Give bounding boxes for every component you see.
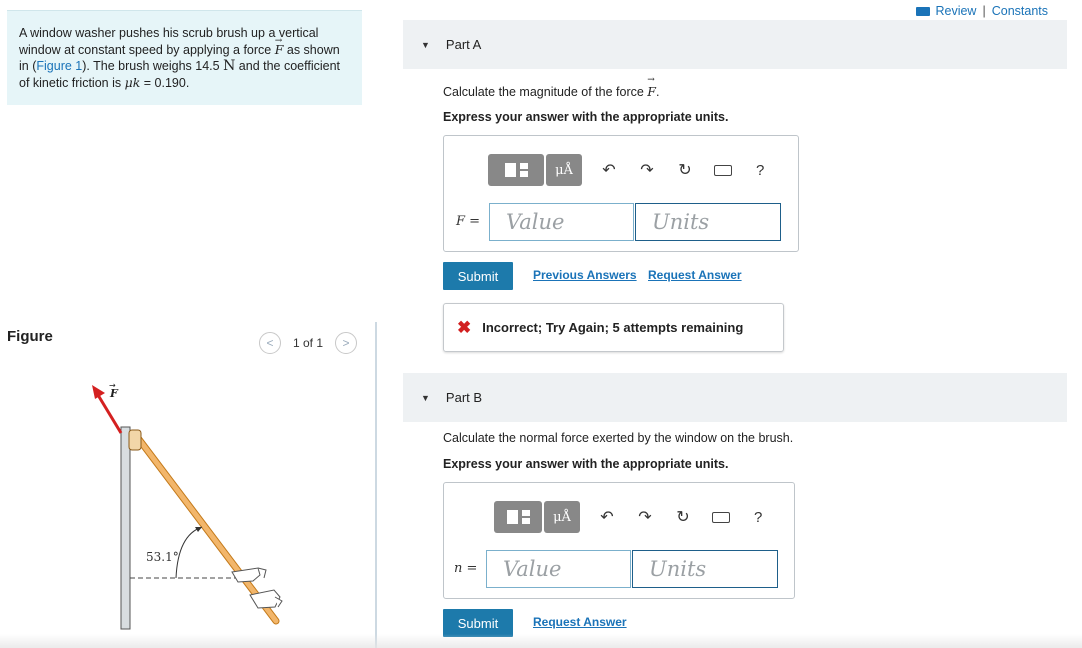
figure-pager [259, 332, 357, 354]
next-figure-button[interactable] [335, 332, 357, 354]
part-b-value-input[interactable]: Value [486, 550, 631, 588]
part-b-instruction: Express your answer with the appropriate units. [443, 457, 729, 471]
part-a-value-input[interactable]: Value [489, 203, 634, 241]
bottom-scroll-fade [0, 634, 1082, 648]
column-divider [375, 322, 377, 648]
template-square-icon [507, 510, 518, 524]
part-b-variable-label: n = [454, 561, 478, 576]
force-arrow [98, 395, 121, 433]
book-icon [916, 7, 930, 16]
force-symbol: → F [275, 42, 284, 57]
problem-statement [7, 10, 362, 105]
window-washer-figure [70, 375, 300, 635]
part-b-submit-button[interactable]: Submit [443, 609, 513, 637]
part-a-header[interactable] [403, 20, 1067, 69]
chevron-left-icon: < [266, 336, 274, 350]
angle-arc [176, 527, 202, 578]
units-symbol-button[interactable]: μÅ [546, 154, 582, 186]
part-a-submit-button[interactable]: Submit [443, 262, 513, 290]
part-a-title: Part A [445, 37, 482, 52]
constants-link[interactable]: Constants [991, 4, 1048, 18]
help-icon[interactable]: ? [756, 161, 765, 179]
part-a-question-end: . [655, 85, 660, 99]
keyboard-icon[interactable] [714, 165, 732, 176]
part-a-question-text: Calculate the magnitude of the force [443, 85, 648, 99]
part-b-answer-box [443, 482, 795, 599]
force-vector-arrow: → [109, 381, 116, 390]
part-a-variable-label: F = [456, 214, 481, 229]
caret-down-icon: ▼ [421, 39, 430, 50]
template-square-icon [505, 163, 516, 177]
templates-button[interactable] [494, 501, 542, 533]
part-a-question [443, 84, 659, 99]
help-icon[interactable]: ? [754, 508, 763, 526]
reset-icon[interactable]: ↻ [678, 162, 692, 179]
previous-answers-link[interactable]: Previous Answers [533, 268, 637, 282]
part-a-toolbar [488, 154, 764, 186]
figure-link[interactable]: Figure 1 [36, 59, 83, 73]
incorrect-x-icon: ✖ [457, 317, 472, 337]
part-a-answer-box [443, 135, 799, 252]
redo-icon[interactable]: ↷ [638, 509, 652, 526]
part-b-units-input[interactable]: Units [632, 550, 778, 588]
feedback-text: Incorrect; Try Again; 5 attempts remaining [482, 320, 744, 335]
keyboard-icon[interactable] [712, 512, 730, 523]
chevron-right-icon: > [342, 336, 350, 350]
part-b-header[interactable] [403, 373, 1067, 422]
wall [121, 427, 130, 629]
review-constants [916, 4, 1048, 18]
redo-icon[interactable]: ↷ [640, 162, 654, 179]
angle-label: 53.1° [146, 550, 179, 564]
problem-text-1: A window washer pushes his scrub brush up a vertical window at constant speed by applying a force [19, 26, 319, 57]
undo-icon[interactable]: ↶ [602, 162, 616, 179]
undo-icon[interactable]: ↶ [600, 509, 614, 526]
part-a-units-input[interactable]: Units [635, 203, 781, 241]
scrub-brush [129, 430, 141, 450]
caret-down-icon: ▼ [421, 392, 430, 403]
part-b-request-answer-link[interactable]: Request Answer [533, 615, 627, 629]
pager-text: 1 of 1 [293, 336, 324, 350]
force-label: F [110, 387, 118, 400]
part-a-feedback [443, 303, 784, 352]
review-link[interactable]: Review [935, 4, 977, 18]
figure-label: Figure [7, 328, 53, 345]
part-a-instruction: Express your answer with the appropriate units. [443, 110, 729, 124]
part-b-question: Calculate the normal force exerted by the window on the brush. [443, 431, 794, 445]
separator: | [982, 4, 986, 18]
fraction-icon [520, 163, 528, 177]
problem-text-2: as shown in ( [19, 42, 340, 73]
fraction-icon [522, 510, 530, 524]
templates-button[interactable] [488, 154, 544, 186]
weight-unit: N [223, 58, 236, 74]
force-arrowhead [92, 385, 105, 399]
problem-text-3: ). The brush weighs 14.5 [82, 59, 224, 73]
units-symbol-button[interactable]: μÅ [544, 501, 580, 533]
mu-symbol: μk [124, 74, 141, 90]
reset-icon[interactable]: ↻ [676, 509, 690, 526]
problem-text-4: and the coefficient of kinetic friction is [19, 59, 341, 90]
part-a-request-answer-link[interactable]: Request Answer [648, 268, 742, 282]
part-a-force-symbol: → F [647, 84, 656, 99]
prev-figure-button[interactable] [259, 332, 281, 354]
part-b-toolbar [494, 501, 762, 533]
part-b-title: Part B [445, 390, 483, 405]
problem-text-5: = 0.190. [140, 75, 190, 90]
